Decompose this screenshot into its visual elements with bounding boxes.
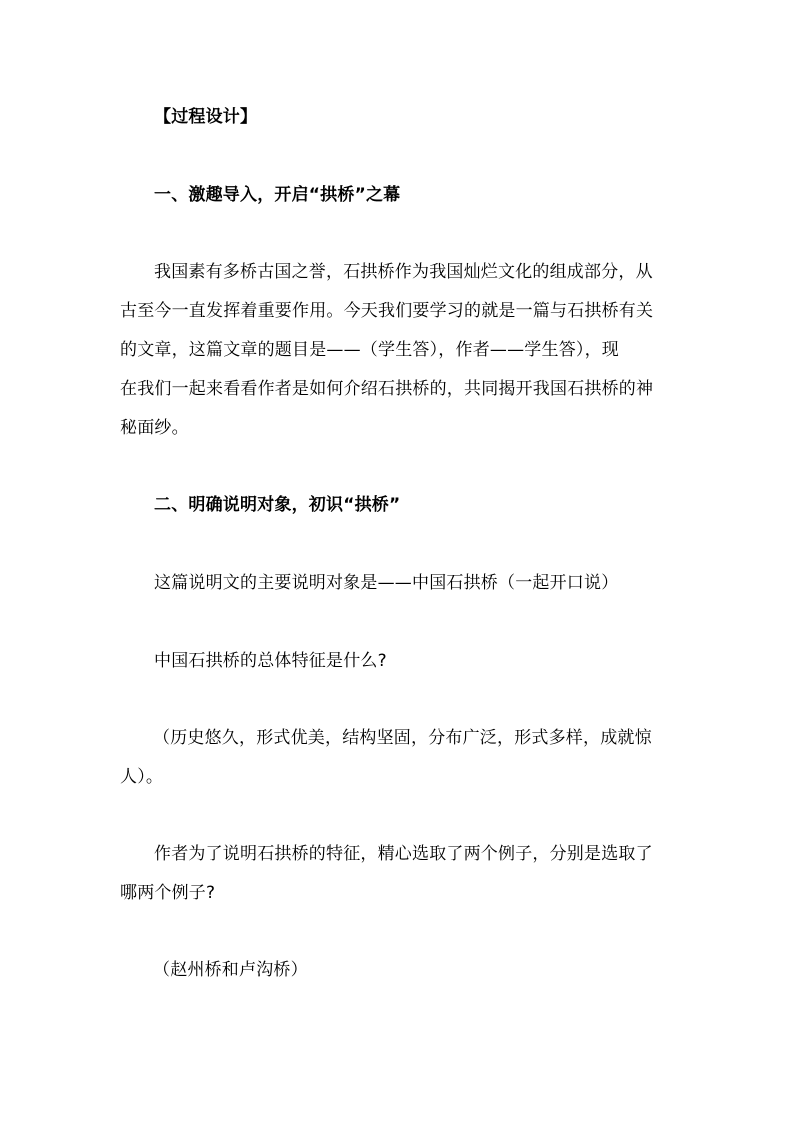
answer-1-line: 人）。 bbox=[120, 767, 164, 787]
answer-2: （赵州桥和卢沟桥） bbox=[153, 960, 308, 980]
part1-paragraph-line: 古至今一直发挥着重要作用。今天我们要学习的就是一篇与石拱桥有关 bbox=[120, 301, 654, 321]
question-1: 中国石拱桥的总体特征是什么? bbox=[154, 651, 387, 671]
section-title: 【过程设计】 bbox=[154, 107, 258, 127]
part2-heading: 二、明确说明对象，初识“拱桥” bbox=[154, 495, 401, 515]
part1-paragraph-line: 秘面纱。 bbox=[120, 418, 189, 438]
part1-paragraph-line: 在我们一起来看看作者是如何介绍石拱桥的，共同揭开我国石拱桥的神 bbox=[120, 379, 654, 399]
question-2-line: 作者为了说明石拱桥的特征，精心选取了两个例子，分别是选取了 bbox=[154, 844, 653, 864]
answer-1-line: （历史悠久，形式优美，结构坚固，分布广泛，形式多样，成就惊 bbox=[153, 728, 652, 748]
part1-paragraph-line: 我国素有多桥古国之誉，石拱桥作为我国灿烂文化的组成部分，从 bbox=[154, 262, 653, 282]
part1-heading: 一、激趣导入，开启“拱桥”之幕 bbox=[154, 185, 401, 205]
question-2-line: 哪两个例子? bbox=[120, 883, 216, 903]
part1-paragraph-line: 的文章，这篇文章的题目是——（学生答），作者——学生答），现 bbox=[120, 340, 619, 360]
object-line: 这篇说明文的主要说明对象是——中国石拱桥（一起开口说） bbox=[154, 573, 619, 593]
